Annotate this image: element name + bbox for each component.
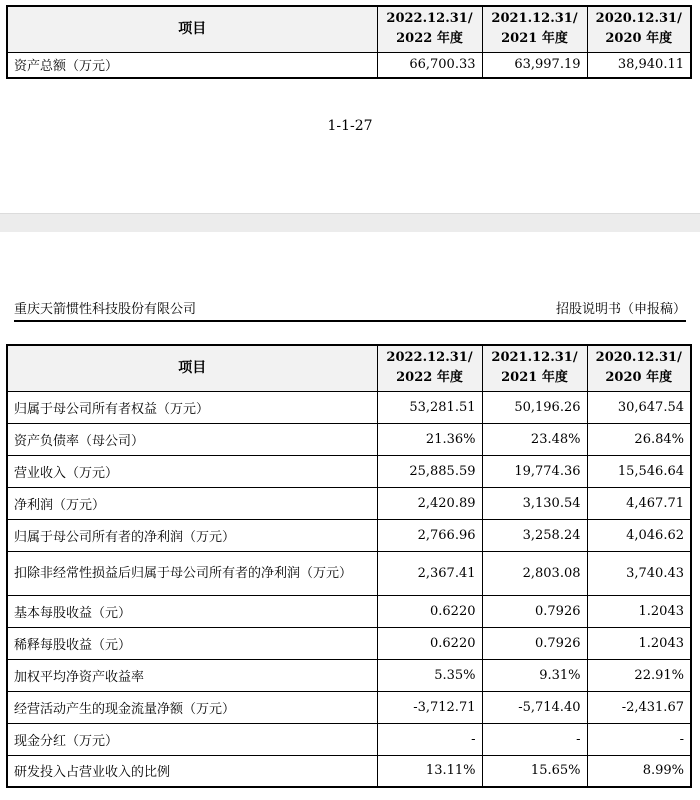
value-2020: 4,467.71 xyxy=(587,487,691,519)
table-row xyxy=(7,487,691,519)
header-2021: 2021.12.31/ 2021 年度 xyxy=(482,345,587,391)
value-2021: 9.31% xyxy=(482,659,587,691)
company-name: 重庆天箭惯性科技股份有限公司 xyxy=(14,302,197,317)
row-label: 净利润（万元） xyxy=(7,487,377,519)
value-2021: 2,803.08 xyxy=(482,551,587,595)
value-2020: 3,740.43 xyxy=(587,551,691,595)
header-2020: 2020.12.31/ 2020 年度 xyxy=(587,6,691,52)
table-row xyxy=(7,755,691,787)
value-2021: 0.7926 xyxy=(482,627,587,659)
table-row xyxy=(7,551,691,595)
value-2022: 25,885.59 xyxy=(377,455,482,487)
document-title: 招股说明书（申报稿） xyxy=(555,302,686,317)
table-row xyxy=(7,691,691,723)
value-2022: 66,700.33 xyxy=(377,52,482,78)
table-row xyxy=(7,423,691,455)
value-2022: - xyxy=(377,723,482,755)
financial-table xyxy=(6,344,692,788)
table-row xyxy=(7,723,691,755)
value-2020: 4,046.62 xyxy=(587,519,691,551)
row-label: 经营活动产生的现金流量净额（万元） xyxy=(7,691,377,723)
value-2020: -2,431.67 xyxy=(587,691,691,723)
value-2021: 50,196.26 xyxy=(482,391,587,423)
value-2021: 0.7926 xyxy=(482,595,587,627)
value-2022: 2,367.41 xyxy=(377,551,482,595)
value-2020: 38,940.11 xyxy=(587,52,691,78)
row-label: 研发投入占营业收入的比例 xyxy=(7,755,377,787)
value-2020: 22.91% xyxy=(587,659,691,691)
value-2020: - xyxy=(587,723,691,755)
value-2022: 2,420.89 xyxy=(377,487,482,519)
table-row xyxy=(7,391,691,423)
value-2021: - xyxy=(482,723,587,755)
row-label: 资产总额（万元） xyxy=(7,52,377,78)
page-number: 1-1-27 xyxy=(327,118,373,134)
value-2020: 15,546.64 xyxy=(587,455,691,487)
row-label: 归属于母公司所有者的净利润（万元） xyxy=(7,519,377,551)
table-row xyxy=(7,52,691,78)
value-2021: 3,258.24 xyxy=(482,519,587,551)
table-row xyxy=(7,659,691,691)
row-label: 资产负债率（母公司） xyxy=(7,423,377,455)
running-header xyxy=(14,298,686,322)
header-2021: 2021.12.31/ 2021 年度 xyxy=(482,6,587,52)
value-2022: 13.11% xyxy=(377,755,482,787)
table-row xyxy=(7,455,691,487)
table-row xyxy=(7,519,691,551)
table-header-row xyxy=(7,345,691,391)
value-2020: 8.99% xyxy=(587,755,691,787)
table-row xyxy=(7,595,691,627)
header-item: 项目 xyxy=(7,345,377,391)
row-label: 归属于母公司所有者权益（万元） xyxy=(7,391,377,423)
value-2021: -5,714.40 xyxy=(482,691,587,723)
row-label: 基本每股收益（元） xyxy=(7,595,377,627)
row-label: 扣除非经常性损益后归属于母公司所有者的净利润（万元） xyxy=(7,551,377,595)
row-label: 加权平均净资产收益率 xyxy=(7,659,377,691)
value-2021: 63,997.19 xyxy=(482,52,587,78)
value-2020: 26.84% xyxy=(587,423,691,455)
header-item: 项目 xyxy=(7,6,377,52)
value-2020: 30,647.54 xyxy=(587,391,691,423)
header-2022: 2022.12.31/ 2022 年度 xyxy=(377,6,482,52)
financial-table-continued xyxy=(6,5,692,79)
table-header-row xyxy=(7,6,691,52)
value-2021: 3,130.54 xyxy=(482,487,587,519)
value-2020: 1.2043 xyxy=(587,627,691,659)
row-label: 稀释每股收益（元） xyxy=(7,627,377,659)
value-2020: 1.2043 xyxy=(587,595,691,627)
value-2022: 0.6220 xyxy=(377,595,482,627)
value-2021: 19,774.36 xyxy=(482,455,587,487)
header-2022: 2022.12.31/ 2022 年度 xyxy=(377,345,482,391)
value-2022: 21.36% xyxy=(377,423,482,455)
header-2020: 2020.12.31/ 2020 年度 xyxy=(587,345,691,391)
value-2022: 53,281.51 xyxy=(377,391,482,423)
value-2022: -3,712.71 xyxy=(377,691,482,723)
value-2022: 0.6220 xyxy=(377,627,482,659)
value-2022: 2,766.96 xyxy=(377,519,482,551)
value-2021: 15.65% xyxy=(482,755,587,787)
table-row xyxy=(7,627,691,659)
row-label: 营业收入（万元） xyxy=(7,455,377,487)
value-2022: 5.35% xyxy=(377,659,482,691)
page-break xyxy=(0,213,700,233)
value-2021: 23.48% xyxy=(482,423,587,455)
row-label: 现金分红（万元） xyxy=(7,723,377,755)
